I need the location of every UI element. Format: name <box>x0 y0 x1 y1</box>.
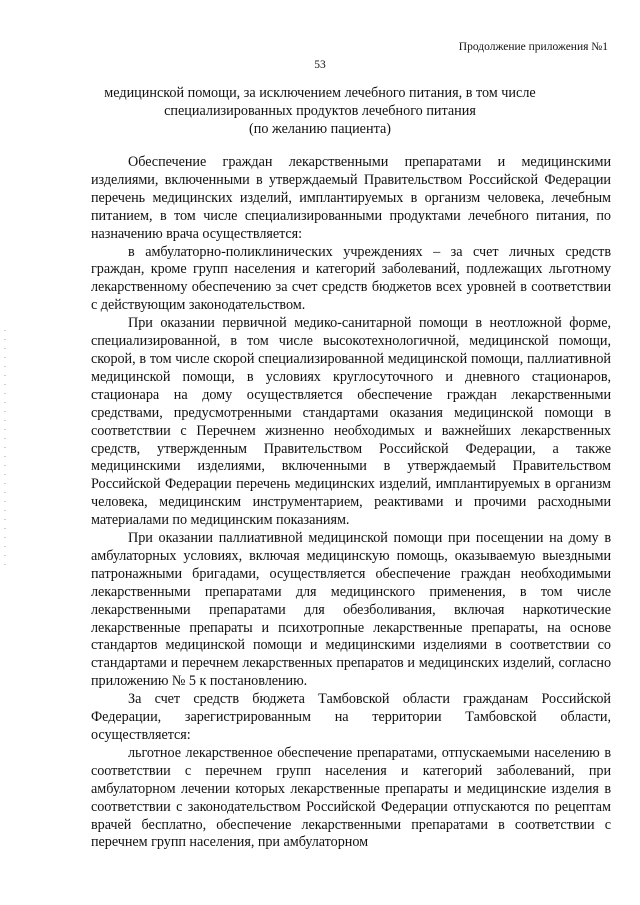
heading-line: медицинской помощи, за исключением лечебного питания, в том числе <box>104 85 536 101</box>
scan-margin-mark <box>4 330 6 570</box>
paragraph: в амбулаторно-поликлинических учреждениях – за счет личных средств граждан, кроме групп населения и категорий заболеваний, подлежащих льготному лекарственному обеспечению за счет средств бюджетов всех уровней в соответствии с действующим законодательством. <box>91 243 611 314</box>
paragraph: При оказании паллиативной медицинской помощи при посещении на дому в амбулаторных условиях, включая медицинскую помощь, оказываемую выездными патронажными бригадами, осуществляется обеспечение граждан необходимыми лекарственными препаратами для медицинского применения, в том числе лекарственными препаратами для обезболивания, включая наркотические лекарственные препараты и психотропные лекарственные препараты, на основе стандартов медицинской помощи и медицинскими изделиями в соответствии со стандартами и перечнем лекарственных препаратов и медицинских изделий, согласно приложению № 5 к постановлению. <box>91 530 611 690</box>
section-heading <box>90 84 550 138</box>
document-body <box>91 154 611 852</box>
paragraph: За счет средств бюджета Тамбовской области гражданам Российской Федерации, зарегистрированным на территории Тамбовской области, осуществляется: <box>91 691 611 743</box>
paragraph: При оказании первичной медико-санитарной помощи в неотложной форме, специализированной, в том числе высокотехнологичной, медицинской помощи, скорой, в том числе скорой специализированной медицинской помощи, паллиативной медицинской помощи, в условиях круглосуточного и дневного стационаров, стационара на дому осуществляется обеспечение граждан лекарственными средствами, предусмотренными стандартами оказания медицинской помощи в соответствии с Перечнем жизненно необходимых и важнейших лекарственных средств, утвержденным Правительством Российской Федерации, а также медицинскими изделиями, включенными в утверждаемый Правительством Российской Федерации перечень медицинских изделий, имплантируемых в организм человека, медицинским инструментарием, реактивами и прочими расходными материалами по медицинским показаниям. <box>91 315 611 529</box>
appendix-continuation-note: Продолжение приложения №1 <box>458 41 608 53</box>
page-number: 53 <box>314 59 326 71</box>
heading-line: специализированных продуктов лечебного питания <box>164 103 476 119</box>
paragraph: льготное лекарственное обеспечение препаратами, отпускаемыми населению в соответствии с перечнем групп населения и категорий заболеваний, при амбулаторном лечении которых лекарственные препараты и медицинские изделия в соответствии с законодательством Российской Федерации отпускаются по рецептам врачей бесплатно, обеспечение лекарственными препаратами в соответствии с перечнем групп населения, при амбулаторном <box>91 744 611 851</box>
heading-line: (по желанию пациента) <box>249 121 391 137</box>
paragraph: Обеспечение граждан лекарственными препаратами и медицинскими изделиями, включенными в утверждаемый Правительством Российской Федерации перечень медицинских изделий, имплантируемых в организм человека, лечебным питанием, в том числе специализированными продуктами лечебного питания, по назначению врача осуществляется: <box>91 154 611 242</box>
